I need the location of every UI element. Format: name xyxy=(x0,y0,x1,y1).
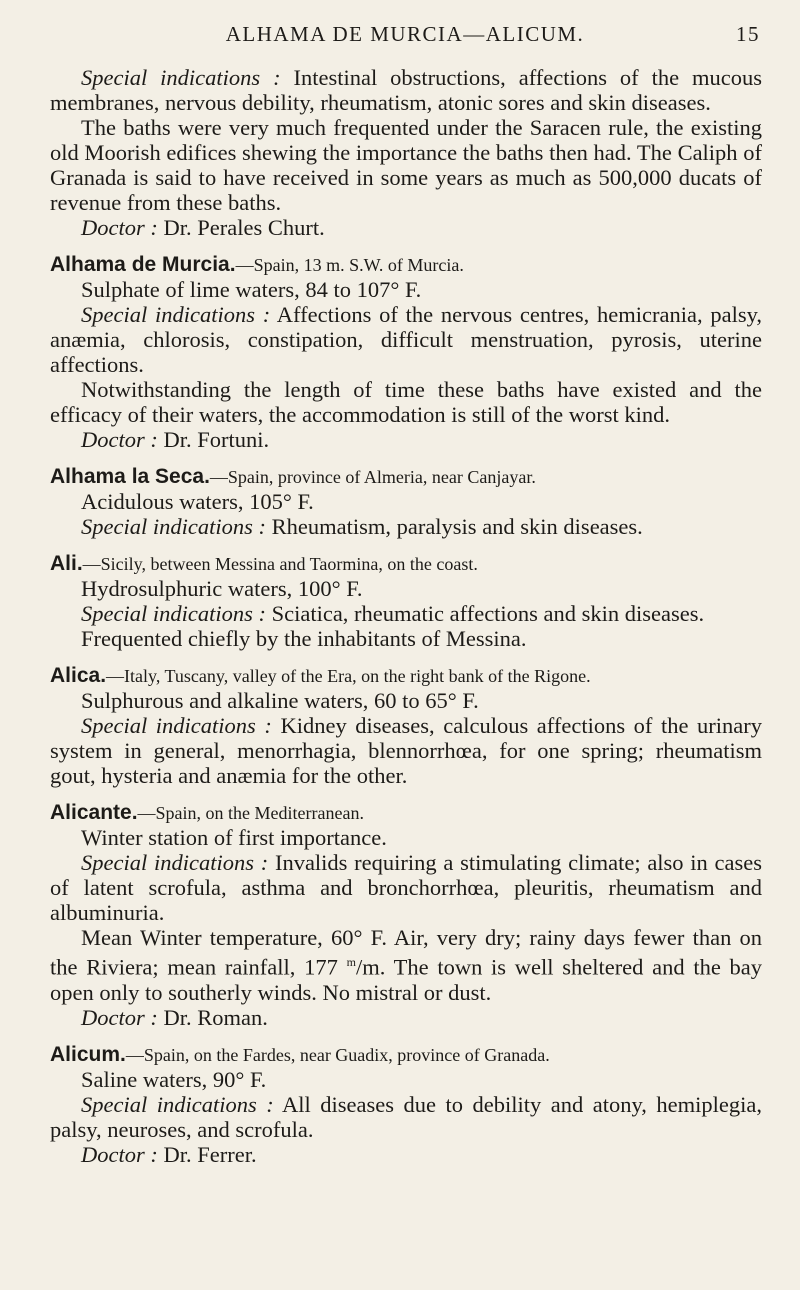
page-body xyxy=(50,65,762,1167)
climate-text-continued: The town is well sheltered and the bay open only to southerly winds. No mistral or dust. xyxy=(50,954,763,1005)
doctor-line xyxy=(50,215,762,240)
entry-alicante xyxy=(50,801,762,1030)
entry-alhama-de-murcia xyxy=(50,253,762,452)
running-header xyxy=(50,22,760,52)
doctor-name: Dr. Ferrer. xyxy=(163,1141,257,1167)
indications-paragraph xyxy=(50,1092,762,1142)
waters-line: Sulphurous and alkaline waters, 60 to 65° F. xyxy=(81,688,479,713)
climate-text: Mean Winter temperature, 60° F. Air, very dry; rainy days fewer than on the Riviera; mean rainfall, 177 xyxy=(50,925,762,980)
waters-line: Hydrosulphuric waters, 100° F. xyxy=(81,576,363,601)
indications-paragraph xyxy=(50,713,762,788)
indications-text: Kidney diseases, calculous affections of the urinary system in general, menorrhagia, blennorrhœa, for one spring; rheumatism gout, hysteria and anæmia for the other. xyxy=(50,713,763,788)
doctor-line xyxy=(50,1005,762,1030)
note-paragraph: Frequented chiefly by the inhabitants of Messina. xyxy=(81,626,527,651)
entry-name: Alicante. xyxy=(50,801,138,824)
doctor-line xyxy=(50,427,762,452)
note-paragraph: The baths were very much frequented under the Saracen rule, the existing old Moorish edifices shewing the importance the baths then had. The Caliph of Granada is said to have received in some years as much as 500,000 ducats of revenue from these baths. xyxy=(50,115,762,215)
entry-ali xyxy=(50,552,762,651)
entry-heading xyxy=(50,1043,762,1067)
doctor-label: Doctor : xyxy=(81,215,158,240)
indications-label: Special indications : xyxy=(81,65,281,90)
indications-text: All diseases due to debility and atony, hemiplegia, palsy, neuroses, and scrofula. xyxy=(50,1091,763,1142)
entry-location: —Spain, on the Mediterranean. xyxy=(137,803,364,823)
indications-text: Affections of the nervous centres, hemicrania, palsy, anæmia, chlorosis, constipation, difficult menstruation, pyrosis, uterine affections. xyxy=(50,302,762,377)
entry-heading xyxy=(50,253,762,277)
entry-location: —Spain, province of Almeria, near Canjayar. xyxy=(209,467,536,487)
indications-text: Invalids requiring a stimulating climate; also in cases of latent scrofula, asthma and bronchorrhœa, pleuritis, rheumatism and albuminuria. xyxy=(50,850,763,925)
running-title: ALHAMA DE MURCIA—ALICUM. xyxy=(225,22,585,46)
doctor-name: Dr. Perales Churt. xyxy=(163,215,325,240)
indications-label: Special indications : xyxy=(81,850,269,875)
entry-heading xyxy=(50,552,762,576)
doctor-name: Dr. Roman. xyxy=(163,1004,268,1030)
entry-name: Alhama de Murcia. xyxy=(50,253,236,276)
indications-label: Special indications : xyxy=(81,601,266,626)
doctor-label: Doctor : xyxy=(81,427,158,452)
doctor-label: Doctor : xyxy=(81,1004,158,1030)
doctor-line xyxy=(50,1142,762,1167)
indications-paragraph xyxy=(50,302,762,377)
indications-text: Sciatica, rheumatic affections and skin diseases. xyxy=(271,601,705,626)
rainfall-unit-sup: m xyxy=(346,955,356,969)
rainfall-unit: /m. xyxy=(355,954,386,980)
entry-heading xyxy=(50,465,762,489)
indications-paragraph xyxy=(50,850,762,925)
waters-line: Winter station of first importance. xyxy=(81,825,387,850)
entry-continuation xyxy=(50,65,762,240)
entry-location: —Spain, 13 m. S.W. of Murcia. xyxy=(235,255,464,275)
doctor-label: Doctor : xyxy=(81,1141,158,1167)
indications-paragraph xyxy=(50,601,762,626)
indications-text: Intestinal obstructions, affections of the mucous membranes, nervous debility, rheumatism, atonic sores and skin diseases. xyxy=(50,65,763,115)
entry-name: Alhama la Seca. xyxy=(50,465,210,488)
waters-line: Saline waters, 90° F. xyxy=(81,1066,267,1092)
indications-paragraph xyxy=(50,514,762,539)
indications-label: Special indications : xyxy=(81,302,271,327)
entry-heading xyxy=(50,801,762,825)
note-paragraph: Notwithstanding the length of time these baths have existed and the efficacy of their waters, the accommodation is still of the worst kind. xyxy=(50,377,762,427)
entry-alicum xyxy=(50,1043,762,1167)
entry-location: —Spain, on the Fardes, near Guadix, province of Granada. xyxy=(125,1044,550,1065)
entry-heading xyxy=(50,664,762,688)
waters-line: Acidulous waters, 105° F. xyxy=(81,489,314,514)
waters-line: Sulphate of lime waters, 84 to 107° F. xyxy=(81,277,422,302)
entry-name: Ali. xyxy=(50,552,83,575)
indications-label: Special indications : xyxy=(81,713,272,738)
climate-paragraph xyxy=(50,925,762,1005)
entry-name: Alicum. xyxy=(50,1042,126,1066)
indications-label: Special indications : xyxy=(81,514,266,539)
indications-paragraph xyxy=(50,65,762,115)
doctor-name: Dr. Fortuni. xyxy=(163,427,270,452)
indications-text: Rheumatism, paralysis and skin diseases. xyxy=(271,514,643,539)
entry-alica xyxy=(50,664,762,788)
indications-label: Special indications : xyxy=(81,1091,274,1117)
entry-location: —Italy, Tuscany, valley of the Era, on the right bank of the Rigone. xyxy=(106,666,591,686)
page-number: 15 xyxy=(736,22,760,46)
entry-location: —Sicily, between Messina and Taormina, on the coast. xyxy=(82,554,478,574)
entry-alhama-la-seca xyxy=(50,465,762,539)
entry-name: Alica. xyxy=(50,664,107,687)
